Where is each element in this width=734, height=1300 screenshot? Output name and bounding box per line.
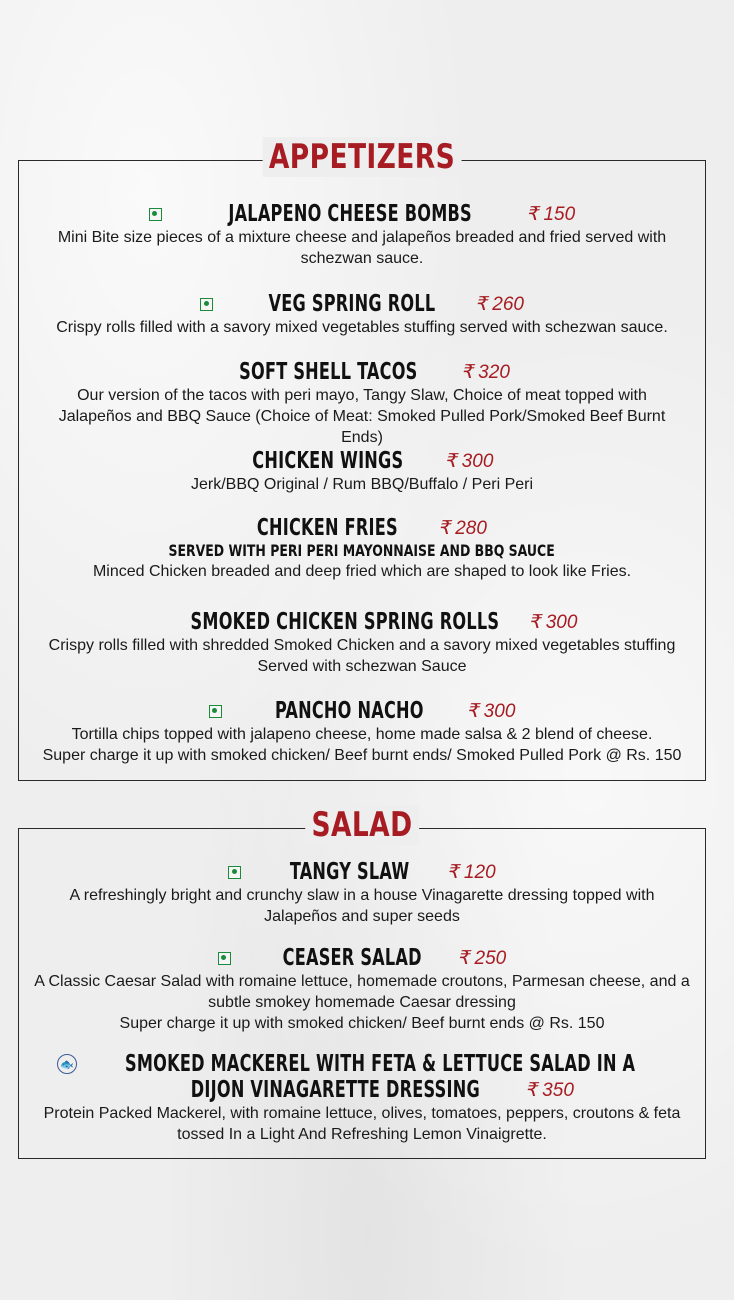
item-name: TANGY SLAW bbox=[290, 859, 410, 885]
item-description: Our version of the tacos with peri mayo, Tangy Slaw, Choice of meat topped with Jalapeños and BBQ Sauce (Choice of Meat: Smoked Pulled Pork/Smoked Beef Burnt Ends) bbox=[58, 387, 666, 446]
veg-icon bbox=[200, 298, 213, 311]
menu-item-chicken-fries bbox=[19, 515, 705, 582]
veg-icon bbox=[228, 866, 241, 879]
item-description: Tortilla chips topped with jalapeno cheese, home made salsa & 2 blend of cheese. bbox=[71, 726, 653, 743]
item-price: ₹ 350 bbox=[524, 1079, 574, 1101]
menu-item-soft-shell-tacos bbox=[19, 359, 705, 448]
item-name: VEG SPRING ROLL bbox=[268, 291, 436, 317]
veg-icon bbox=[149, 208, 162, 221]
item-description: Jerk/BBQ Original / Rum BBQ/Buffalo / Peri Peri bbox=[190, 476, 534, 493]
item-description: Mini Bite size pieces of a mixture cheese and jalapeños breaded and fried served with schezwan sauce. bbox=[57, 229, 667, 267]
item-description: A refreshingly bright and crunchy slaw in a house Vinagarette dressing topped with Jalapeños and super seeds bbox=[69, 887, 655, 925]
item-price: ₹ 280 bbox=[437, 517, 487, 539]
section-title-salad: SALAD bbox=[305, 805, 419, 845]
item-name: SMOKED MACKEREL WITH FETA & LETTUCE SALAD IN A bbox=[124, 1051, 636, 1077]
item-name: JALAPENO CHEESE BOMBS bbox=[228, 201, 472, 227]
item-name: SMOKED CHICKEN SPRING ROLLS bbox=[190, 609, 499, 635]
item-name: CHICKEN FRIES bbox=[256, 515, 398, 541]
appetizers-section bbox=[18, 137, 706, 781]
item-price: ₹ 300 bbox=[528, 611, 578, 633]
item-description: Protein Packed Mackerel, with romaine lettuce, olives, tomatoes, peppers, croutons & feta tossed In a Light And Refreshing Lemon Vinaigrette. bbox=[43, 1105, 681, 1143]
item-description: Minced Chicken breaded and deep fried which are shaped to look like Fries. bbox=[92, 563, 632, 580]
item-description-extra: Super charge it up with smoked chicken/ Beef burnt ends @ Rs. 150 bbox=[119, 1015, 605, 1032]
item-name-line2: DIJON VINAGARETTE DRESSING bbox=[190, 1077, 481, 1103]
menu-item-ceaser-salad bbox=[19, 945, 705, 1034]
menu-item-pancho-nacho bbox=[19, 698, 705, 766]
veg-icon bbox=[218, 952, 231, 965]
menu-item-veg-spring-roll bbox=[19, 291, 705, 338]
menu-item-jalapeno-cheese-bombs bbox=[19, 201, 705, 269]
menu-item-smoked-mackerel bbox=[19, 1051, 705, 1145]
menu-item-smoked-chicken-spring-rolls bbox=[19, 609, 705, 677]
item-description: Crispy rolls filled with a savory mixed vegetables stuffing served with schezwan sauce. bbox=[56, 319, 668, 336]
section-title-appetizers: APPETIZERS bbox=[263, 137, 462, 177]
veg-icon bbox=[209, 705, 222, 718]
menu-item-chicken-wings bbox=[19, 448, 705, 495]
item-name: SOFT SHELL TACOS bbox=[239, 359, 418, 385]
item-description: Crispy rolls filled with shredded Smoked Chicken and a savory mixed vegetables stuffing Served with schezwan Sauce bbox=[48, 637, 676, 675]
item-description-extra: Super charge it up with smoked chicken/ Beef burnt ends/ Smoked Pulled Pork @ Rs. 150 bbox=[42, 747, 682, 764]
item-name: PANCHO NACHO bbox=[274, 698, 424, 724]
salad-section bbox=[18, 805, 706, 1159]
item-price: ₹ 150 bbox=[526, 203, 576, 225]
item-description: A Classic Caesar Salad with romaine lettuce, homemade croutons, Parmesan cheese, and a subtle smokey homemade Caesar dressing bbox=[34, 973, 690, 1011]
item-price: ₹ 120 bbox=[446, 861, 496, 883]
item-price: ₹ 250 bbox=[457, 947, 507, 969]
menu-item-tangy-slaw bbox=[19, 859, 705, 927]
item-price: ₹ 300 bbox=[444, 450, 494, 472]
fish-icon: 🐟 bbox=[57, 1054, 77, 1074]
item-name: CHICKEN WINGS bbox=[251, 448, 404, 474]
item-name: CEASER SALAD bbox=[282, 945, 422, 971]
item-subtitle: SERVED WITH PERI PERI MAYONNAISE AND BBQ SAUCE bbox=[168, 541, 556, 560]
item-price: ₹ 320 bbox=[460, 361, 510, 383]
item-price: ₹ 260 bbox=[474, 293, 524, 315]
item-price: ₹ 300 bbox=[466, 700, 516, 722]
